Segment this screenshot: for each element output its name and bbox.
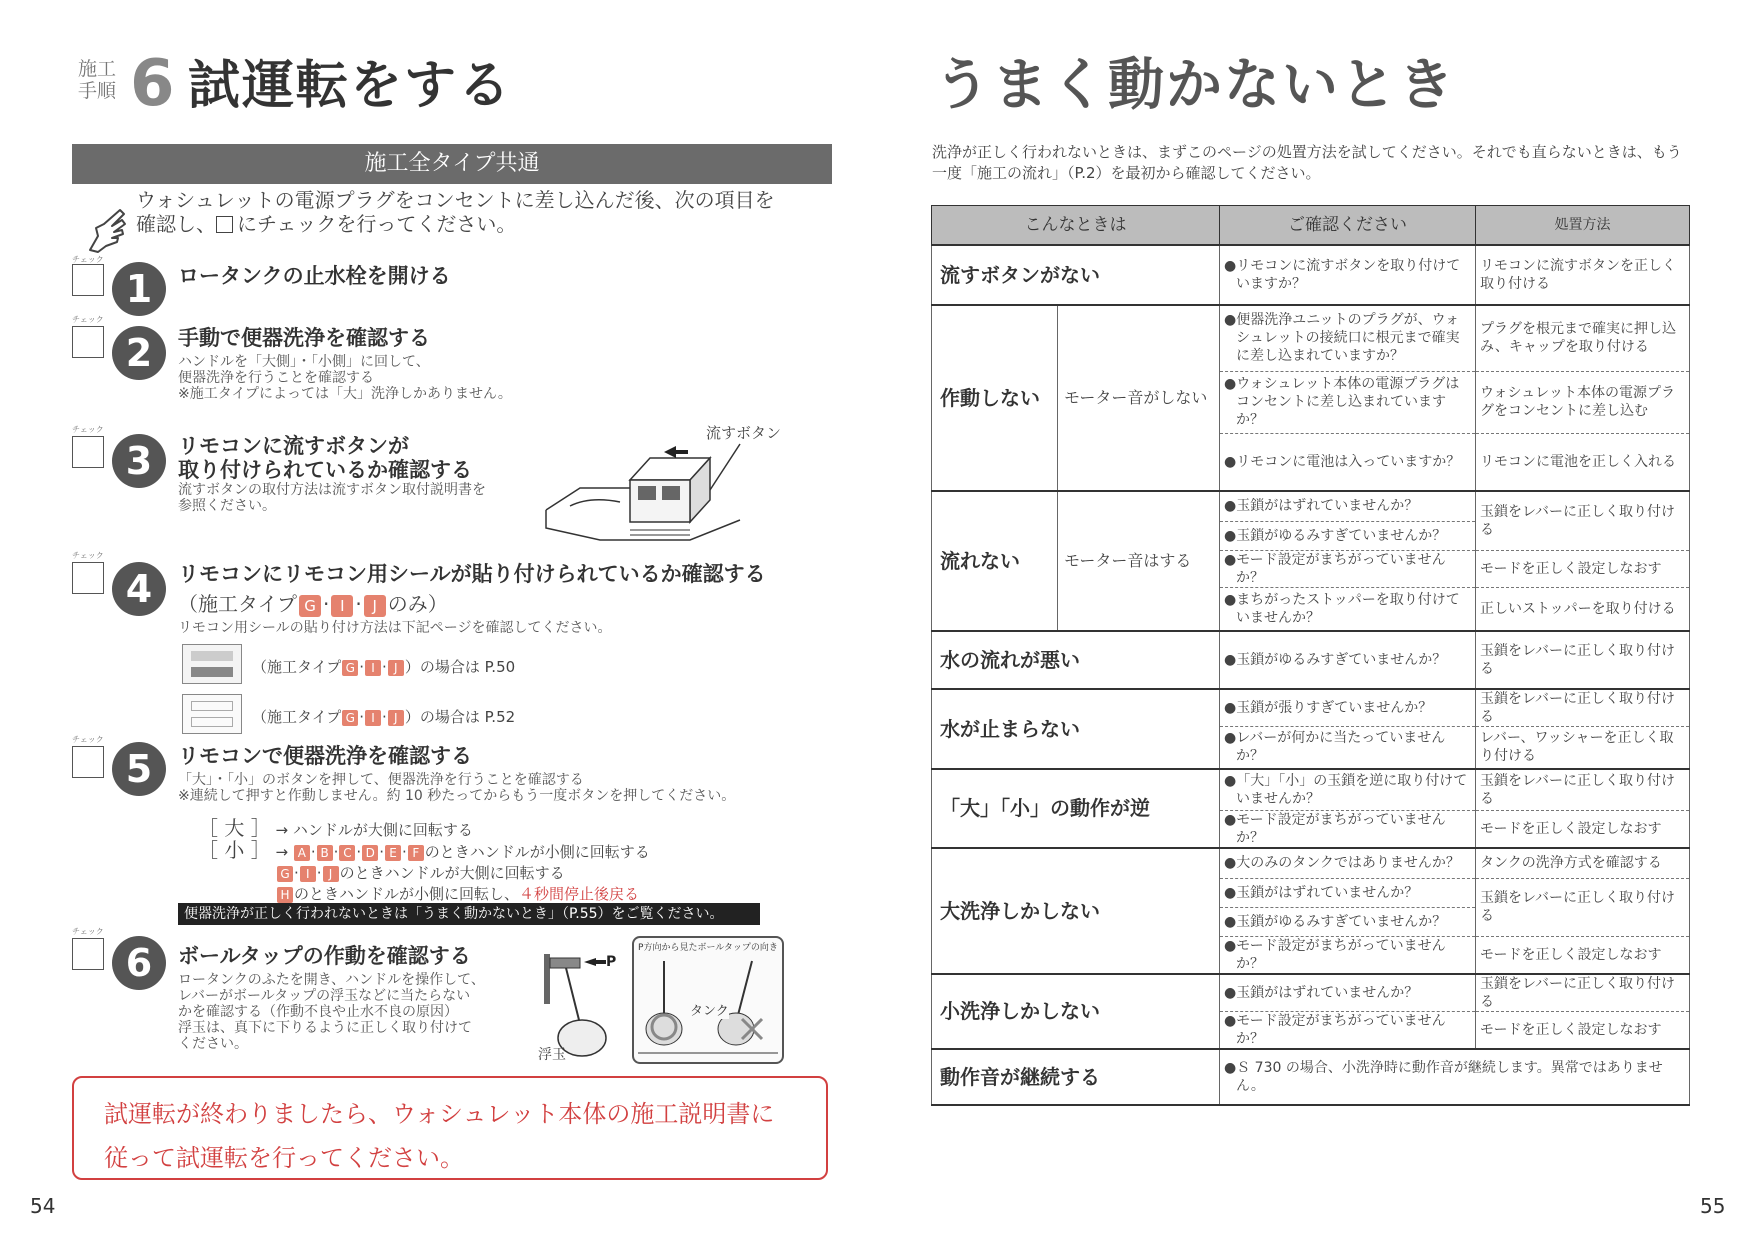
table-row: 小洗浄しかしない ●玉鎖がはずれていませんか？ 玉鎖をレバーに正しく取り付ける [932,974,1690,1012]
page-number-right: 55 [1700,1194,1726,1218]
table-row: 「大」「小」の動作が逆 ●「大」「小」の玉鎖を逆に取り付けていませんか？ 玉鎖をレバーに正しく取り付ける [932,769,1690,811]
table-row: 動作音が継続する ●Ｓ 730 の場合、小洗浄時に動作音が継続します。異常ではありません。 [932,1049,1690,1105]
check-label: チェック [72,551,104,560]
remote-thumbnail-1 [182,644,242,684]
step1-number: 1 [112,262,166,316]
table-row: ●モード設定がまちがっていませんか？ モードを正しく設定しなおす [932,1011,1690,1049]
header-action: 処置方法 [1476,206,1690,246]
table-row: 流すボタンがない ●リモコンに流すボタンを取り付けていますか？ リモコンに流すボタンを正しく取り付ける [932,245,1690,305]
page-title: 試運転をする [188,56,513,116]
step5-number: 5 [112,742,166,796]
table-row: 流れない モーター音はする ●玉鎖がはずれていませんか？ 玉鎖をレバーに正しく取り付ける [932,491,1690,521]
step3-title: リモコンに流すボタンが 取り付けられているか確認する [178,434,472,482]
step2-number: 2 [112,326,166,380]
table-row: ●玉鎖がはずれていませんか？ 玉鎖をレバーに正しく取り付ける [932,878,1690,907]
step2-title: 手動で便器洗浄を確認する [178,326,430,350]
step2-description: ハンドルを「大側」・「小側」に回して、 便器洗浄を行うことを確認する ※施工タイプによっては「大」洗浄しかありません。 [178,354,512,402]
table-row: ●ウォシュレット本体の電源プラグはコンセントに差し込まれていますか？ ウォシュレット本体の電源プラグをコンセントに差し込む [932,371,1690,433]
step4-checkbox[interactable] [72,562,104,594]
troubleshooting-table [931,205,1690,1106]
ref-p50: （施工タイプ G · I · J ）の場合は P.50 [252,658,516,676]
table-row: ●モード設定がまちがっていませんか？ モードを正しく設定しなおす [932,936,1690,974]
pointing-hand-icon [84,206,130,254]
badge-j: J [388,660,404,676]
section-band: 施工全タイプ共通 [72,144,832,184]
remote-thumbnail-2 [182,694,242,734]
table-row: ●玉鎖がゆるみすぎていませんか？ [932,907,1690,936]
check-label: チェック [72,315,104,324]
table-row: ●リモコンに電池は入っていますか？ リモコンに電池を正しく入れる [932,433,1690,491]
step3-checkbox[interactable] [72,436,104,468]
ref-p52: （施工タイプ G · I · J ）の場合は P.52 [252,708,516,726]
table-row: ●モード設定がまちがっていませんか？ モードを正しく設定しなおす [932,550,1690,587]
note-bar: 便器洗浄が正しく行われないときは「うまく動かないとき」（P.55）をご覧ください。 [178,903,760,925]
dai-behavior: ［ 大 ］ → ハンドルが大側に回転する [198,816,473,840]
badge-g: G [342,710,358,726]
check-label: チェック [72,255,104,264]
header-condition: こんなときは [932,206,1220,246]
step3-description: 流すボタンの取付方法は流すボタン取付説明書を 参照ください。 [178,482,486,514]
table-row: ●玉鎖がゆるみすぎていませんか？ [932,521,1690,550]
right-page-title: うまく動かないとき [934,53,1456,118]
step6-title: ボールタップの作動を確認する [178,944,471,968]
page-number-left: 54 [30,1194,56,1218]
step5-checkbox[interactable] [72,746,104,778]
step5-title: リモコンで便器洗浄を確認する [178,744,472,768]
step4-number: 4 [112,562,166,616]
step6-description: ロータンクのふたを開き、ハンドルを操作して、 レバーがボールタップの浮玉などに当たらない かを確認する（作動不良や止水不良の原因） 浮玉は、真下に下りるように正しく取り付けて ください。 [178,972,485,1052]
step-tag: 施工 手順 [78,58,117,102]
badge-g: G [342,660,358,676]
step2-checkbox[interactable] [72,326,104,358]
ball-tap-detail: P方向から見たボールタップの向き [632,936,784,1064]
step-number: 6 [130,47,175,121]
check-label: チェック [72,425,104,434]
step4-description: リモコン用シールの貼り付け方法は下記ページを確認してください。 [178,620,612,636]
right-intro: 洗浄が正しく行われないときは、まずこのページの処置方法を試してください。それでも直らないときは、もう一度「施工の流れ」（P.2）を最初から確認してください。 [932,143,1682,182]
final-notice: 試運転が終わりましたら、ウォシュレット本体の施工説明書に 従って試運転を行ってください。 [72,1076,828,1180]
badge-i: I [365,660,381,676]
table-row: ●レバーが何かに当たっていませんか？ レバー、ワッシャーを正しく取り付ける [932,727,1690,769]
table-row: 水の流れが悪い ●玉鎖がゆるみすぎていませんか？ 玉鎖をレバーに正しく取り付ける [932,631,1690,689]
step3-number: 3 [112,434,166,488]
badge-i: I [331,595,353,617]
header-check: ご確認ください [1220,206,1476,246]
badge-j: J [364,595,386,617]
fig-p-label: P [606,954,617,970]
remote-illustration [540,440,790,546]
inline-checkbox-icon [216,216,233,233]
table-row: ●モード設定がまちがっていませんか？ モードを正しく設定しなおす [932,811,1690,849]
fig-float-label: 浮玉 [538,1047,566,1063]
flush-button-callout: 流すボタン [706,424,782,442]
table-row: 大洗浄しかしない ●大のみのタンクではありませんか？ タンクの洗浄方式を確認する [932,848,1690,878]
step4-title: リモコンにリモコン用シールが貼り付けられているか確認する [178,562,766,586]
step6-number: 6 [112,936,166,990]
step4-type-note: （施工タイプ G · I · J のみ） [178,592,448,616]
step6-checkbox[interactable] [72,938,104,970]
badge-g: G [299,595,321,617]
check-label: チェック [72,735,104,744]
step5-description: 「大」・「小」のボタンを押して、便器洗浄を行うことを確認する ※連続して押すと作動しません。約 10 秒たってからもう一度ボタンを押してください。 [178,772,736,804]
table-row: ●まちがったストッパーを取り付けていませんか？ 正しいストッパーを取り付ける [932,587,1690,631]
check-label: チェック [72,927,104,936]
table-row: 作動しない モーター音がしない ●便器洗浄ユニットのプラグが、ウォシュレットの接続口に根元まで確実に差し込まれていますか？ プラグを根元まで確実に押し込み、キャップを取り付ける [932,305,1690,371]
table-row: 水が止まらない ●玉鎖が張りすぎていませんか？ 玉鎖をレバーに正しく取り付ける [932,689,1690,727]
intro-text: ウォシュレットの電源プラグをコンセントに差し込んだ後、次の項目を 確認し、 にチェックを行ってください。 [136,188,775,236]
fig-tank-label: タンク [690,1000,729,1019]
sho-behavior: ［ 小 ］ → A · B · C · D · E · F のときハンドルが小側に回転する G · I · J のときハンドルが大側に回転する H のときハンドルが小側に回転し、４秒間停止後戻る [198,838,650,903]
badge-i: I [365,710,381,726]
step1-checkbox[interactable] [72,264,104,296]
step1-title: ロータンクの止水栓を開ける [178,264,451,288]
badge-j: J [388,710,404,726]
